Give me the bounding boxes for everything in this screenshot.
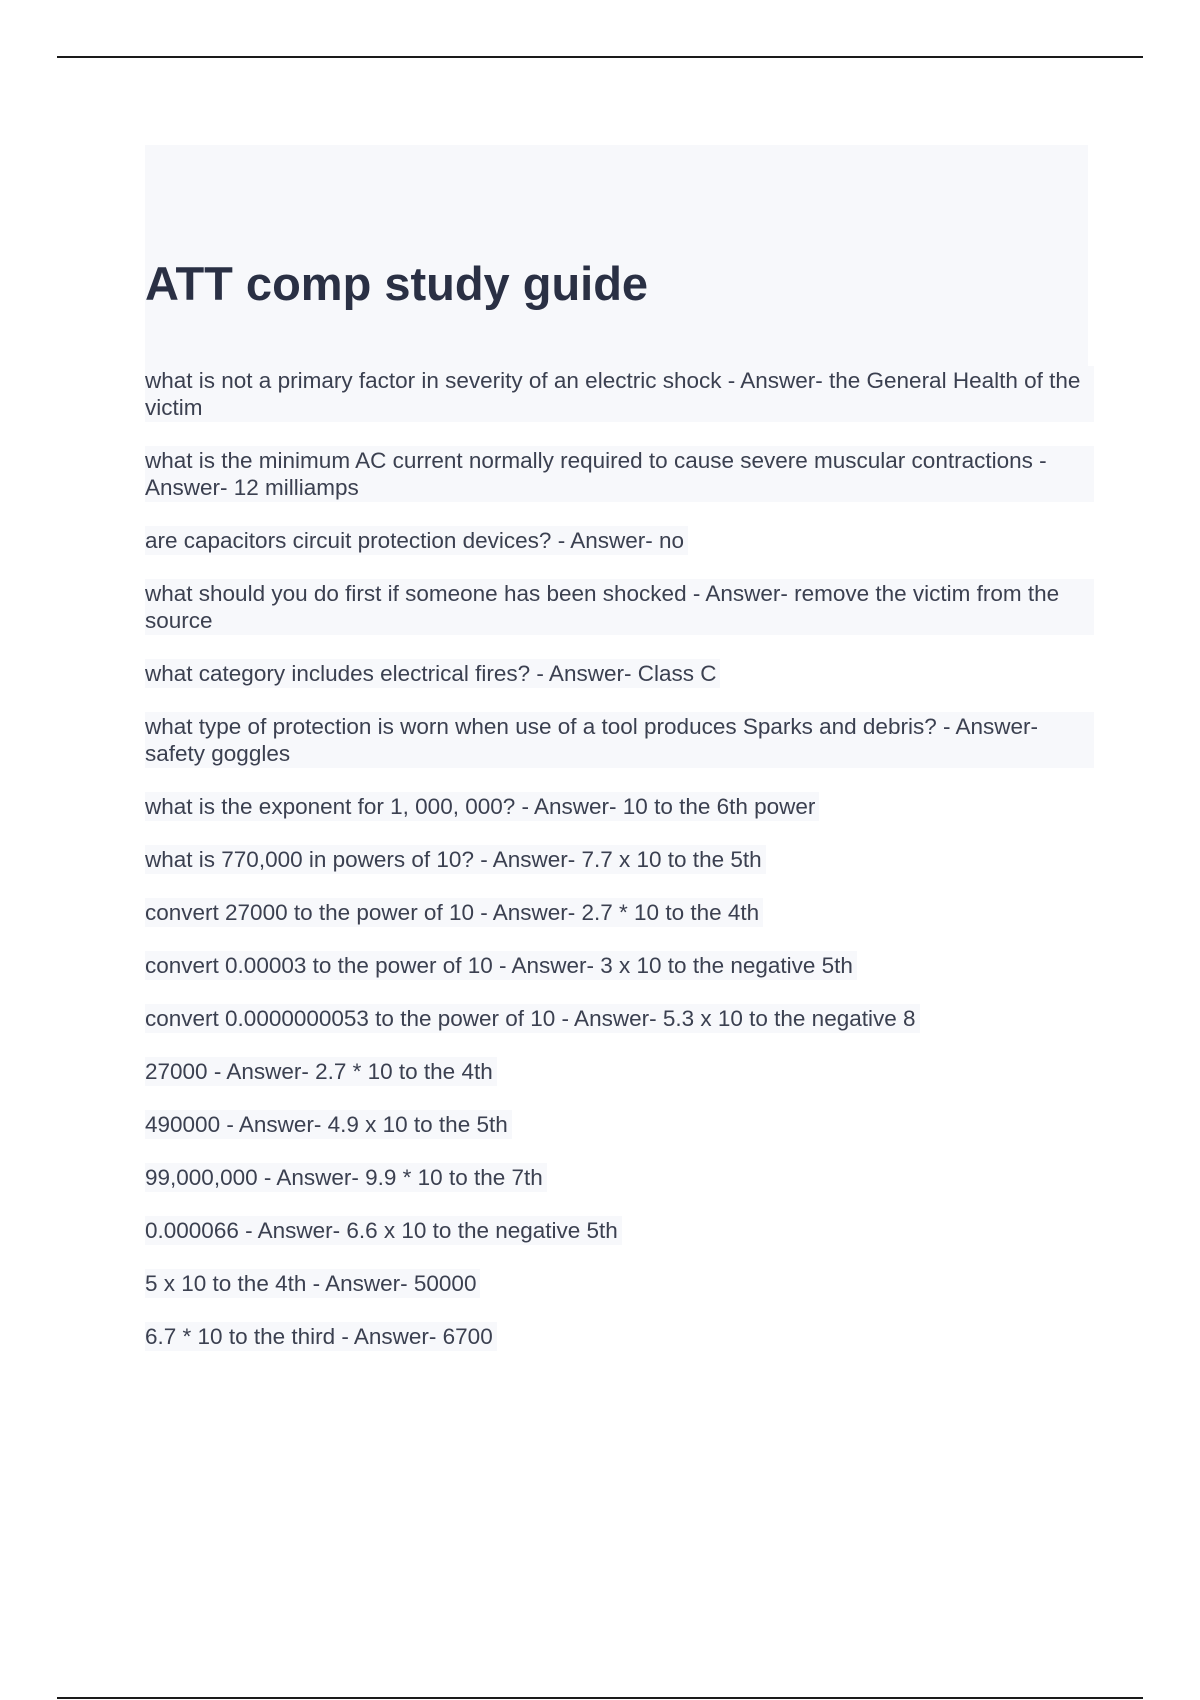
qa-row — [145, 579, 1095, 659]
qa-item: what type of protection is worn when use of a tool produces Sparks and debris? - Answer- safety goggles — [145, 712, 1094, 768]
qa-row — [145, 845, 1095, 898]
qa-item: convert 0.00003 to the power of 10 - Answer- 3 x 10 to the negative 5th — [145, 951, 857, 980]
qa-item: convert 0.0000000053 to the power of 10 - Answer- 5.3 x 10 to the negative 8 — [145, 1004, 920, 1033]
qa-row — [145, 792, 1095, 845]
qa-item: what is the exponent for 1, 000, 000? - Answer- 10 to the 6th power — [145, 792, 819, 821]
qa-row — [145, 1216, 1095, 1269]
top-rule — [57, 56, 1143, 58]
qa-row — [145, 446, 1095, 526]
qa-item: 27000 - Answer- 2.7 * 10 to the 4th — [145, 1057, 497, 1086]
qa-row — [145, 712, 1095, 792]
qa-row — [145, 898, 1095, 951]
qa-list — [145, 366, 1095, 1375]
qa-row — [145, 526, 1095, 579]
qa-item: 5 x 10 to the 4th - Answer- 50000 — [145, 1269, 480, 1298]
qa-row — [145, 659, 1095, 712]
qa-item: 0.000066 - Answer- 6.6 x 10 to the negative 5th — [145, 1216, 622, 1245]
qa-row — [145, 366, 1095, 446]
qa-item: 6.7 * 10 to the third - Answer- 6700 — [145, 1322, 497, 1351]
bottom-rule — [57, 1697, 1143, 1699]
qa-row — [145, 1163, 1095, 1216]
qa-item: what is 770,000 in powers of 10? - Answer- 7.7 x 10 to the 5th — [145, 845, 766, 874]
qa-item: 99,000,000 - Answer- 9.9 * 10 to the 7th — [145, 1163, 547, 1192]
qa-row — [145, 1110, 1095, 1163]
qa-row — [145, 1057, 1095, 1110]
qa-item: are capacitors circuit protection devices? - Answer- no — [145, 526, 688, 555]
qa-item: what should you do first if someone has been shocked - Answer- remove the victim from the source — [145, 579, 1094, 635]
qa-row — [145, 1269, 1095, 1322]
document-title: ATT comp study guide — [145, 257, 649, 310]
qa-row — [145, 951, 1095, 1004]
qa-row — [145, 1004, 1095, 1057]
qa-item: convert 27000 to the power of 10 - Answer- 2.7 * 10 to the 4th — [145, 898, 763, 927]
qa-item: 490000 - Answer- 4.9 x 10 to the 5th — [145, 1110, 512, 1139]
qa-item: what category includes electrical fires? - Answer- Class C — [145, 659, 720, 688]
qa-row — [145, 1322, 1095, 1375]
qa-item: what is not a primary factor in severity of an electric shock - Answer- the General Health of the victim — [145, 366, 1094, 422]
qa-item: what is the minimum AC current normally required to cause severe muscular contractions - Answer- 12 milliamps — [145, 446, 1094, 502]
